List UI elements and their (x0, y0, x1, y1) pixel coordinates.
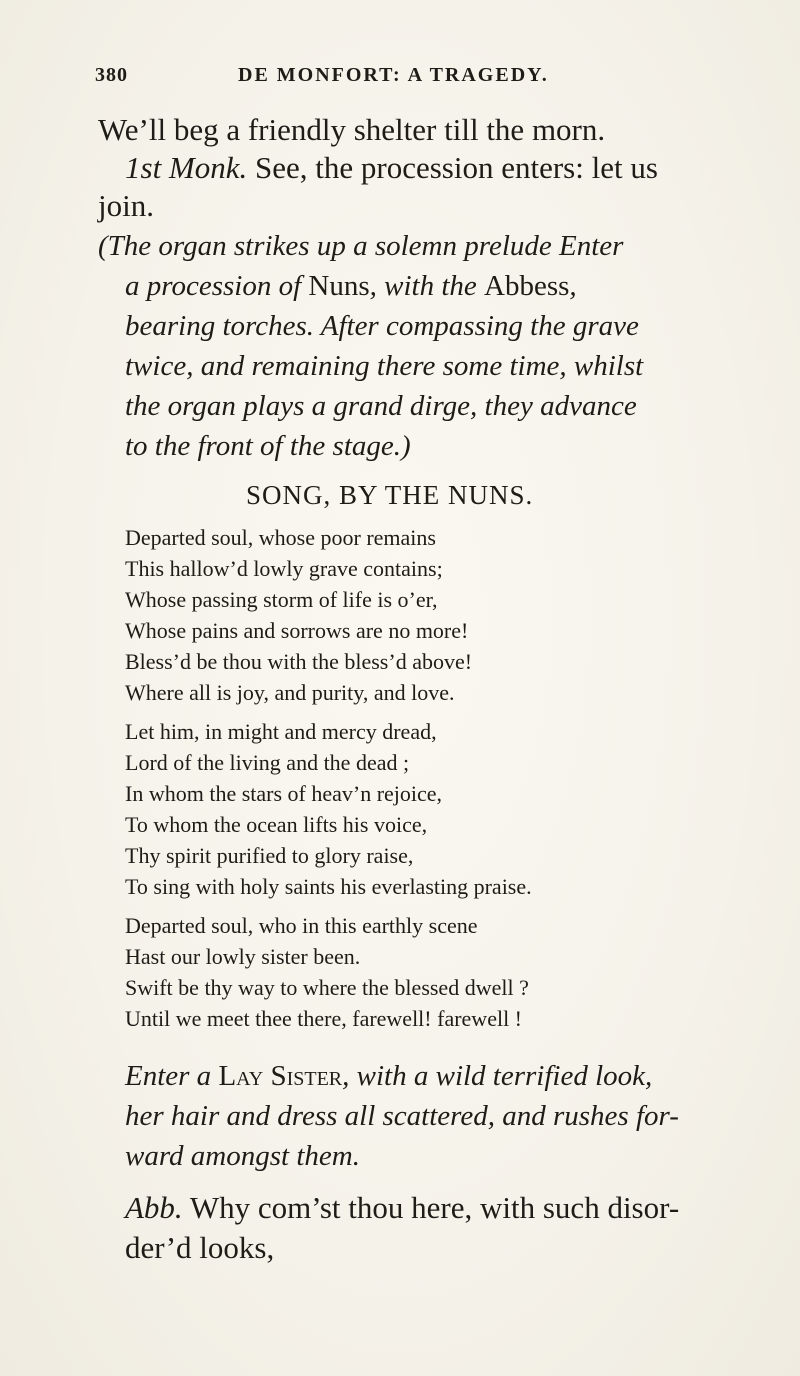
verse-line: To whom the ocean lifts his voice, (125, 812, 428, 837)
stage-direction-text: , (569, 270, 577, 302)
stage-direction-line (125, 1102, 679, 1131)
stage-direction-text: the organ plays a grand dirge, they advance (125, 390, 637, 422)
stage-direction-line (98, 232, 623, 261)
page-number: 380 (95, 64, 128, 86)
verse-line: Whose passing storm of life is o’er, (125, 587, 438, 612)
stage-direction-text: to the front of the stage.) (125, 430, 411, 462)
verse-line: To sing with holy saints his everlasting praise. (125, 874, 532, 899)
dialogue-line (98, 190, 154, 221)
speaker-name: 1st Monk. (125, 150, 248, 185)
verse-line: In whom the stars of heav’n rejoice, (125, 781, 443, 806)
verse-line: Bless’d be thou with the bless’d above! (125, 649, 473, 674)
verse-line: Let him, in might and mercy dread, (125, 719, 437, 744)
verse-line: Where all is joy, and purity, and love. (125, 680, 455, 705)
stage-direction-line (125, 1142, 360, 1171)
verse-line: Lord of the living and the dead ; (125, 750, 410, 775)
dialogue-line (125, 152, 658, 183)
stage-direction-line (125, 312, 639, 341)
verse-line: Whose pains and sorrows are no more! (125, 618, 469, 643)
speaker-name: Abb. (125, 1190, 183, 1225)
stage-direction-text: her hair and dress all scattered, and rushes for- (125, 1100, 679, 1132)
verse-line: Departed soul, who in this earthly scene (125, 913, 478, 938)
running-head: DE MONFORT: A TRAGEDY. (238, 64, 549, 86)
stage-direction-line (125, 392, 637, 421)
dialogue-text: We’ll beg a friendly shelter till the morn. (98, 112, 606, 147)
stage-direction-text: a procession of (125, 270, 309, 302)
page-header (95, 64, 735, 94)
dialogue-line (125, 1232, 274, 1263)
stage-direction-line (125, 432, 411, 461)
stage-direction-text: twice, and remaining there some time, whilst (125, 350, 644, 382)
stage-direction-text: , with a wild terrified look, (342, 1060, 653, 1092)
verse-line: Hast our lowly sister been. (125, 944, 361, 969)
dialogue-line (125, 1192, 679, 1223)
stage-direction-text: ward amongst them. (125, 1140, 360, 1172)
character-name: Abbess (484, 270, 570, 302)
stage-direction-text: Enter a (125, 1060, 219, 1092)
stage-direction-line (125, 1062, 652, 1091)
verse-line: Thy spirit purified to glory raise, (125, 843, 414, 868)
dialogue-text: See, the procession enters: let us (247, 150, 658, 185)
verse-line: Until we meet thee there, farewell! farewell ! (125, 1006, 523, 1031)
stage-direction-text: bearing torches. After compassing the grave (125, 310, 639, 342)
verse-line: This hallow’d lowly grave contains; (125, 556, 443, 581)
stage-direction-text: (The organ strikes up a solemn prelude Enter (98, 230, 624, 262)
song-title: SONG, BY THE NUNS. (246, 480, 534, 510)
dialogue-text: Why com’st thou here, with such disor- (182, 1190, 680, 1225)
verse-line: Swift be thy way to where the blessed dwell ? (125, 975, 529, 1000)
character-name: Lay Sister (218, 1060, 343, 1092)
verse-line: Departed soul, whose poor remains (125, 525, 436, 550)
stage-direction-line (125, 352, 643, 381)
dialogue-line (98, 114, 605, 145)
dialogue-text: join. (98, 188, 154, 223)
stage-direction-text: , with the (369, 270, 485, 302)
character-name: Nuns (308, 270, 370, 302)
stage-direction-line (125, 272, 577, 301)
dialogue-text: der’d looks, (125, 1230, 275, 1265)
